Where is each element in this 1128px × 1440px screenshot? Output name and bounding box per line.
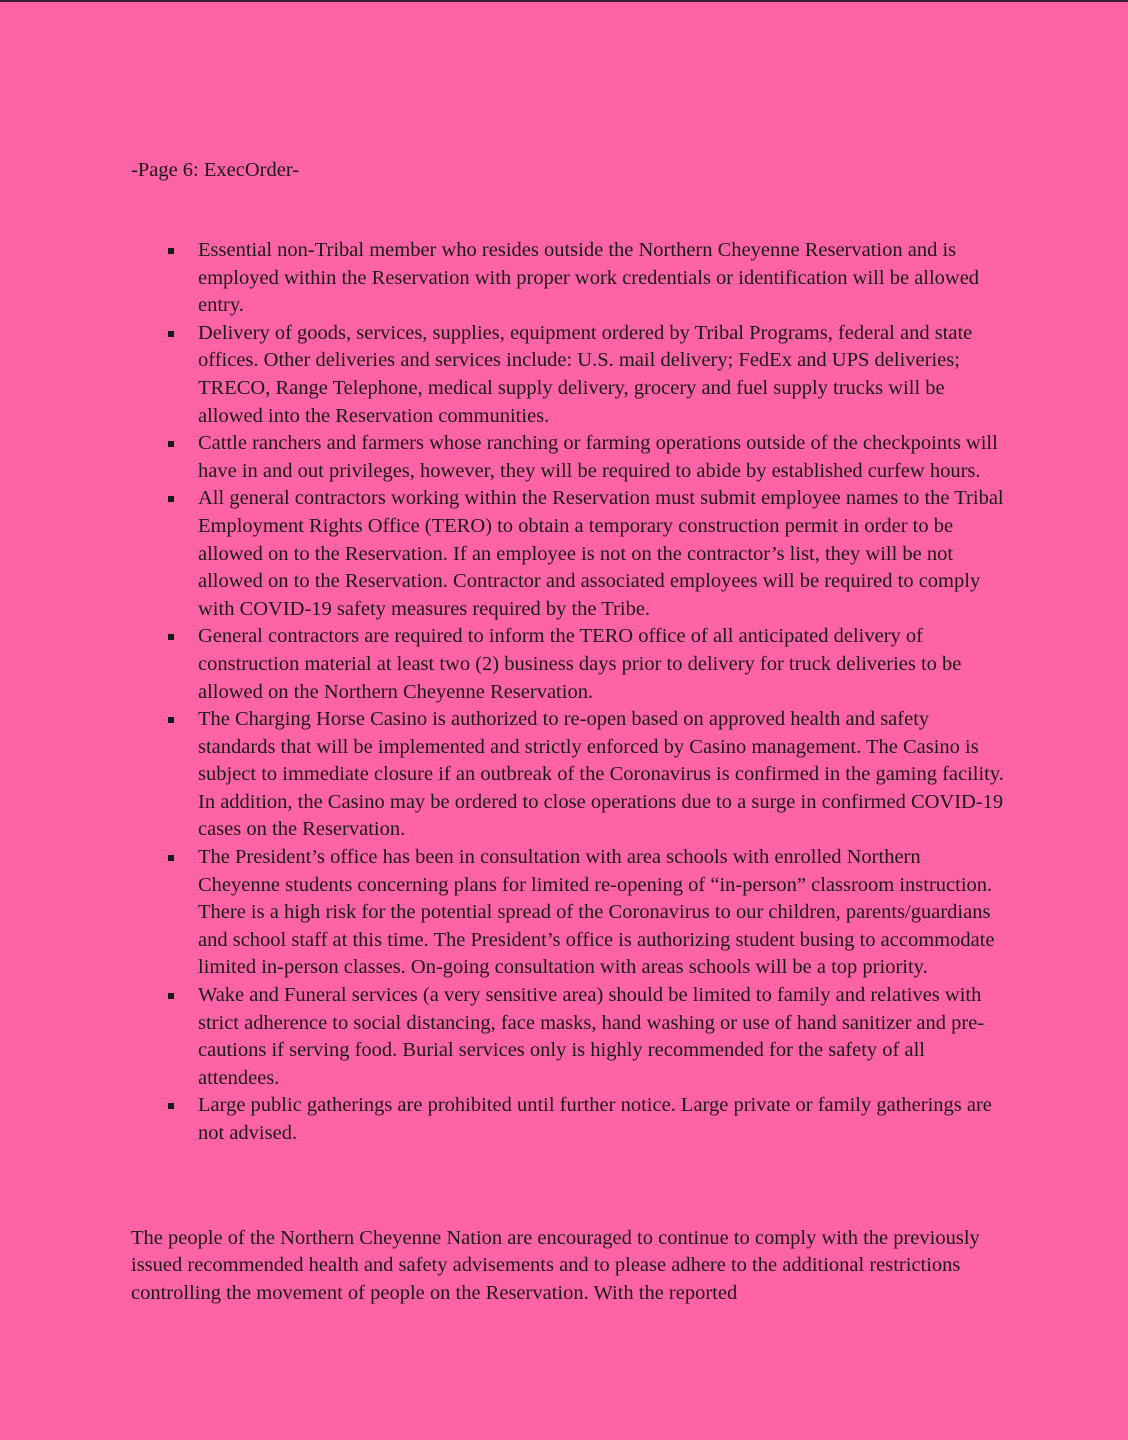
bullet-text: Delivery of goods, services, supplies, equipment ordered by Tribal Programs, federal and state offices. Other deliveries and services include: U.S. mail delivery; FedEx and UPS deliveries; TRECO, Range Telephone, medical supply delivery, grocery and fuel supply trucks will be allowed into the Reservation communities. xyxy=(198,321,973,427)
bullet-item-ranchers xyxy=(166,430,1006,485)
square-bullet-icon xyxy=(168,634,174,640)
square-bullet-icon xyxy=(168,331,174,337)
square-bullet-icon xyxy=(168,1103,174,1109)
square-bullet-icon xyxy=(168,717,174,723)
bullet-text: The President’s office has been in consultation with area schools with enrolled Northern Cheyenne students concerning plans for limited re-opening of “in-person” classroom instruction. There is a high risk for the potential spread of the Coronavirus to our children, parents/guardians and school staff at this time. The President’s office is authorizing student busing to accommodate limited in-person classes. On-going consultation with areas schools will be a top priority. xyxy=(198,846,995,979)
bullet-text: All general contractors working within the Reservation must submit employee names to the Tribal Employment Rights Office (TERO) to obtain a temporary construction permit in order to be allowed on to the Reservation. If an employee is not on the contractor’s list, they will be not allowed on to the Reservation. Contractor and associated employees will be required to comply with COVID-19 safety measures required by the Tribe. xyxy=(198,487,1004,620)
closing-paragraph: The people of the Northern Cheyenne Nation are encouraged to continue to comply with the previously issued recommended health and safety advisements and to please adhere to the additional restrictions controlling the movement of people on the Reservation. With the reported xyxy=(131,1227,980,1304)
bullet-text: Large public gatherings are prohibited until further notice. Large private or family gatherings are not advised. xyxy=(198,1094,992,1144)
bullet-item-funerals xyxy=(166,982,1006,1092)
square-bullet-icon xyxy=(168,441,174,447)
bullet-item-tero-deliveries xyxy=(166,623,1006,706)
square-bullet-icon xyxy=(168,248,174,254)
bullet-text: Wake and Funeral services (a very sensitive area) should be limited to family and relatives with strict adherence to social distancing, face masks, hand washing or use of hand sanitizer and pre-cautions if serving food. Burial services only is highly recommended for the safety of all attendees. xyxy=(198,984,985,1089)
page-header: -Page 6: ExecOrder- xyxy=(131,159,300,181)
bullet-list xyxy=(166,237,1006,1148)
bullet-item-gatherings xyxy=(166,1092,1006,1147)
bullet-text: Cattle ranchers and farmers whose ranching or farming operations outside of the checkpoints will have in and out privileges, however, they will be required to abide by established curfew hours. xyxy=(198,432,998,482)
bullet-item-essential-workers xyxy=(166,237,1006,320)
bullet-text: The Charging Horse Casino is authorized to re-open based on approved health and safety standards that will be implemented and strictly enforced by Casino management. The Casino is subject to immediate closure if an outbreak of the Coronavirus is confirmed in the gaming facility. In addition, the Casino may be ordered to close operations due to a surge in confirmed COVID-19 cases on the Reservation. xyxy=(198,708,1004,841)
bullet-item-schools xyxy=(166,844,1006,982)
scan-top-edge xyxy=(0,0,1128,2)
bullet-item-deliveries xyxy=(166,320,1006,430)
bullet-text: General contractors are required to inform the TERO office of all anticipated delivery of construction material at least two (2) business days prior to delivery for truck deliveries to be allowed on the Northern Cheyenne Reservation. xyxy=(198,625,962,703)
square-bullet-icon xyxy=(168,496,174,502)
square-bullet-icon xyxy=(168,855,174,861)
square-bullet-icon xyxy=(168,993,174,999)
bullet-item-contractors xyxy=(166,485,1006,623)
bullet-text: Essential non-Tribal member who resides outside the Northern Cheyenne Reservation and is employed within the Reservation with proper work credentials or identification will be allowed entry. xyxy=(198,239,980,317)
bullet-item-casino xyxy=(166,706,1006,844)
